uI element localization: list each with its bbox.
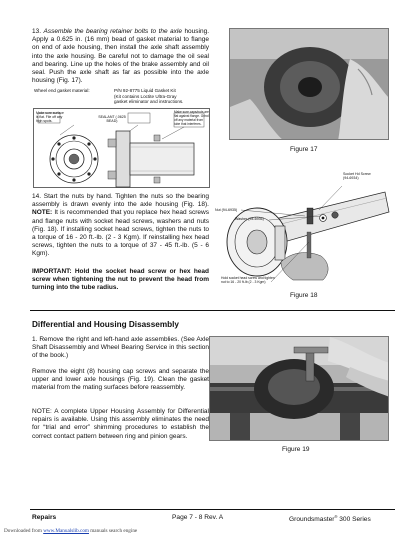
step-14-number: 14. — [32, 193, 42, 200]
fig18-label-hold — [221, 276, 275, 284]
gasket-callout-label: Wheel end gasket material: — [34, 88, 90, 93]
figure-17-image — [230, 29, 389, 140]
section-rule — [30, 310, 395, 311]
step-14-important — [32, 268, 209, 293]
footer-center: Page 7 - 8 Rev. A — [172, 514, 224, 521]
section-title: Differential and Housing Disassembly — [32, 320, 179, 329]
step-13-text: housing. Apply a 0.625 in. (16 mm) bead of gasket material to flange on end of axle housing, then install the axle shaft assembly into the axle housing. Be careful not to damage the oil seal and bearing. Line up the holes of the brake assembly and oil seal. Push the axle shaft as far as possible into the axle housing (Fig. 17). — [32, 28, 210, 85]
gasket-callout-line3: gasket eliminator and instructions. — [114, 99, 184, 105]
fig18-label-hold-line2: nut to 16 - 20 ft-lb (2 - 3 Kgm) — [221, 280, 266, 285]
gasket-callout-line2: (Kit contains Loctite Ultra-Gray — [114, 93, 177, 99]
watermark-prefix: Downloaded from — [4, 528, 44, 534]
step-14-paragraph — [32, 193, 209, 259]
gasket-diagram — [33, 108, 210, 188]
figure-18-drawing — [211, 172, 393, 288]
footer-right — [289, 514, 371, 523]
step-14-important-text: IMPORTANT: Hold the socket head screw or hex head screw when tightening the nut to prevent the head from turning into the tube radius. — [32, 268, 209, 292]
fig18-label-nut: Nut (94-6935) — [215, 208, 238, 212]
step-14-note-text: It is recommended that you replace hex head screws and flange nuts with socket head screws, washers and nuts (Fig. 18). If installing socket head screws, tighten the nuts to a torque of 16 - 20 ft.-lb. (2 - 3 Kgm). If reinstalling hex head screws, tighten the nuts to a torque of 37 - 45 ft.-lb. (5 - 6 Kgm). — [32, 209, 209, 258]
fig18-label-screw-name: Socket Hd Screw — [343, 172, 371, 176]
step-14-note-label: NOTE: — [32, 209, 53, 217]
gasket-note-right: Make sure caps/nuts are flat against flange. Grind off any material from tube that interferes. — [174, 110, 209, 126]
figure-17-caption: Figure 17 — [290, 146, 318, 153]
diff-step-1: 1. Remove the right and left-hand axle assemblies. (See Axle Shaft Disassembly and Wheel Bearing Service in this section of the book.) — [32, 336, 209, 360]
step-13-italic-lead: Assemble the bearing retainer bolts to the axle — [43, 28, 182, 35]
watermark-suffix: manuals search engine — [88, 528, 138, 534]
figure-18-caption: Figure 18 — [290, 292, 318, 299]
fig18-label-washer: Washer (94-6936) — [235, 217, 264, 221]
footer-brand: Groundsmaster — [289, 516, 335, 524]
footer-rule — [30, 509, 395, 510]
fig18-label-screw — [343, 172, 371, 181]
fig18-label-screw-pn: (94-6934) — [343, 176, 359, 181]
figure-19-caption: Figure 19 — [282, 446, 310, 453]
gasket-note-center: SEALANT (.0625 BEAD) — [98, 115, 126, 124]
watermark-link[interactable]: www.Manualslib.com — [43, 528, 89, 534]
footer-left: Repairs — [32, 514, 57, 521]
step-14-text: Start the nuts by hand. Tighten the nuts so the bearing assembly is drawn evenly into the axle housing (Fig. 18). — [32, 193, 209, 209]
fig18-label-hold-line1: Hold socket head screw and tighten — [221, 276, 275, 280]
download-watermark — [4, 528, 137, 534]
footer-model: 300 Series — [337, 516, 371, 524]
upper-housing-note: NOTE: A complete Upper Housing Assembly for Differential repairs is available. Using this assembly eliminates the need for “trial and error” shimming procedures to establish the correct contact pattern between ring and pinion gears. — [32, 408, 209, 440]
figure-17-photo — [229, 28, 389, 140]
footer-registered: ® — [334, 514, 338, 519]
gasket-note-left: Make sure surface is flat. File off any high spots. — [36, 111, 64, 124]
diff-step-2: Remove the eight (8) housing cap screws and separate the upper and lower axle housings (Fig. 19). Clean the gasket material from the mating surfaces before reassembly. — [32, 368, 209, 392]
gasket-callout-detail — [114, 88, 214, 105]
step-13-paragraph — [32, 28, 209, 85]
figure-19-image — [210, 337, 389, 441]
gasket-callout-line1: P/N 92-8775 Liquid Gasket Kit — [114, 88, 176, 93]
figure-19-photo — [209, 336, 389, 441]
step-13-number: 13. — [32, 28, 42, 35]
figure-18-diagram — [211, 172, 393, 288]
